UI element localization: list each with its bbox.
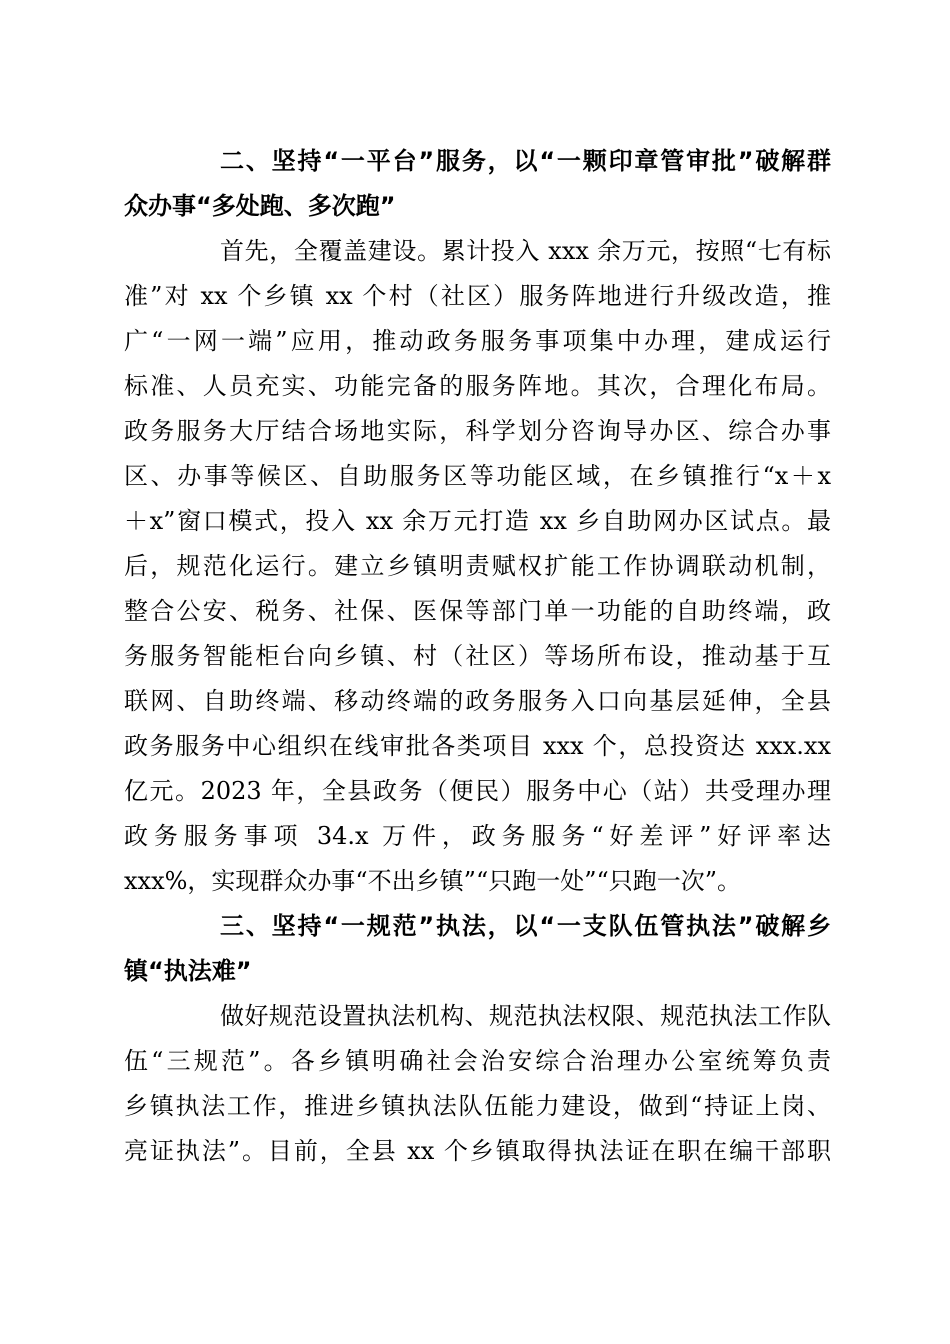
- section-2-heading: [124, 139, 831, 229]
- paragraph-line: 标准、人员充实、功能完备的服务阵地。其次，合理化布局。: [124, 372, 831, 400]
- paragraph-line: 亿元。2023 年，全县政务（便民）服务中心（站）共受理办理: [124, 777, 831, 805]
- paragraph-line: 联网、自助终端、移动终端的政务服务入口向基层延伸，全县: [124, 687, 831, 715]
- paragraph-line: 整合公安、税务、社保、医保等部门单一功能的自助终端，政: [124, 597, 831, 625]
- section-2-paragraph: [124, 229, 831, 904]
- paragraph-line: xxx%，实现群众办事“不出乡镇”“只跑一处”“只跑一次”。: [124, 867, 742, 895]
- paragraph-line: 政务服务大厅结合场地实际，科学划分咨询导办区、综合办事: [124, 417, 831, 445]
- section-2-heading-line-1: 二、坚持“一平台”服务，以“一颗印章管审批”破解群: [220, 147, 831, 175]
- paragraph-line: 准”对 xx 个乡镇 xx 个村（社区）服务阵地进行升级改造，推: [124, 282, 831, 310]
- paragraph-line: 乡镇执法工作，推进乡镇执法队伍能力建设，做到“持证上岗、: [124, 1092, 831, 1120]
- paragraph-line: 亮证执法”。目前，全县 xx 个乡镇取得执法证在职在编干部职: [124, 1137, 831, 1165]
- section-3-heading-line-1: 三、坚持“一规范”执法，以“一支队伍管执法”破解乡: [220, 912, 831, 940]
- paragraph-line: 政务服务事项 34.x 万件，政务服务“好差评”好评率达: [124, 822, 831, 850]
- section-2-heading-line-2: 众办事“多处跑、多次跑”: [124, 192, 396, 220]
- paragraph-line: 区、办事等候区、自助服务区等功能区域，在乡镇推行“x＋x: [124, 462, 831, 490]
- paragraph-line: 首先，全覆盖建设。累计投入 xxx 余万元，按照“七有标: [220, 237, 831, 265]
- paragraph-line: 务服务智能柜台向乡镇、村（社区）等场所布设，推动基于互: [124, 642, 831, 670]
- document-body: [124, 139, 831, 1174]
- paragraph-line: 广“一网一端”应用，推动政务服务事项集中办理，建成运行: [124, 327, 831, 355]
- paragraph-line: 伍“三规范”。各乡镇明确社会治安综合治理办公室统筹负责: [124, 1047, 831, 1075]
- paragraph-line: 后，规范化运行。建立乡镇明责赋权扩能工作协调联动机制，: [124, 552, 831, 580]
- section-3-heading-line-2: 镇“执法难”: [124, 957, 252, 985]
- paragraph-line: ＋x”窗口模式，投入 xx 余万元打造 xx 乡自助网办区试点。最: [124, 507, 831, 535]
- section-3-paragraph: [124, 994, 831, 1174]
- paragraph-line: 政务服务中心组织在线审批各类项目 xxx 个，总投资达 xxx.xx: [124, 732, 831, 760]
- paragraph-line: 做好规范设置执法机构、规范执法权限、规范执法工作队: [220, 1002, 831, 1030]
- section-3-heading: [124, 904, 831, 994]
